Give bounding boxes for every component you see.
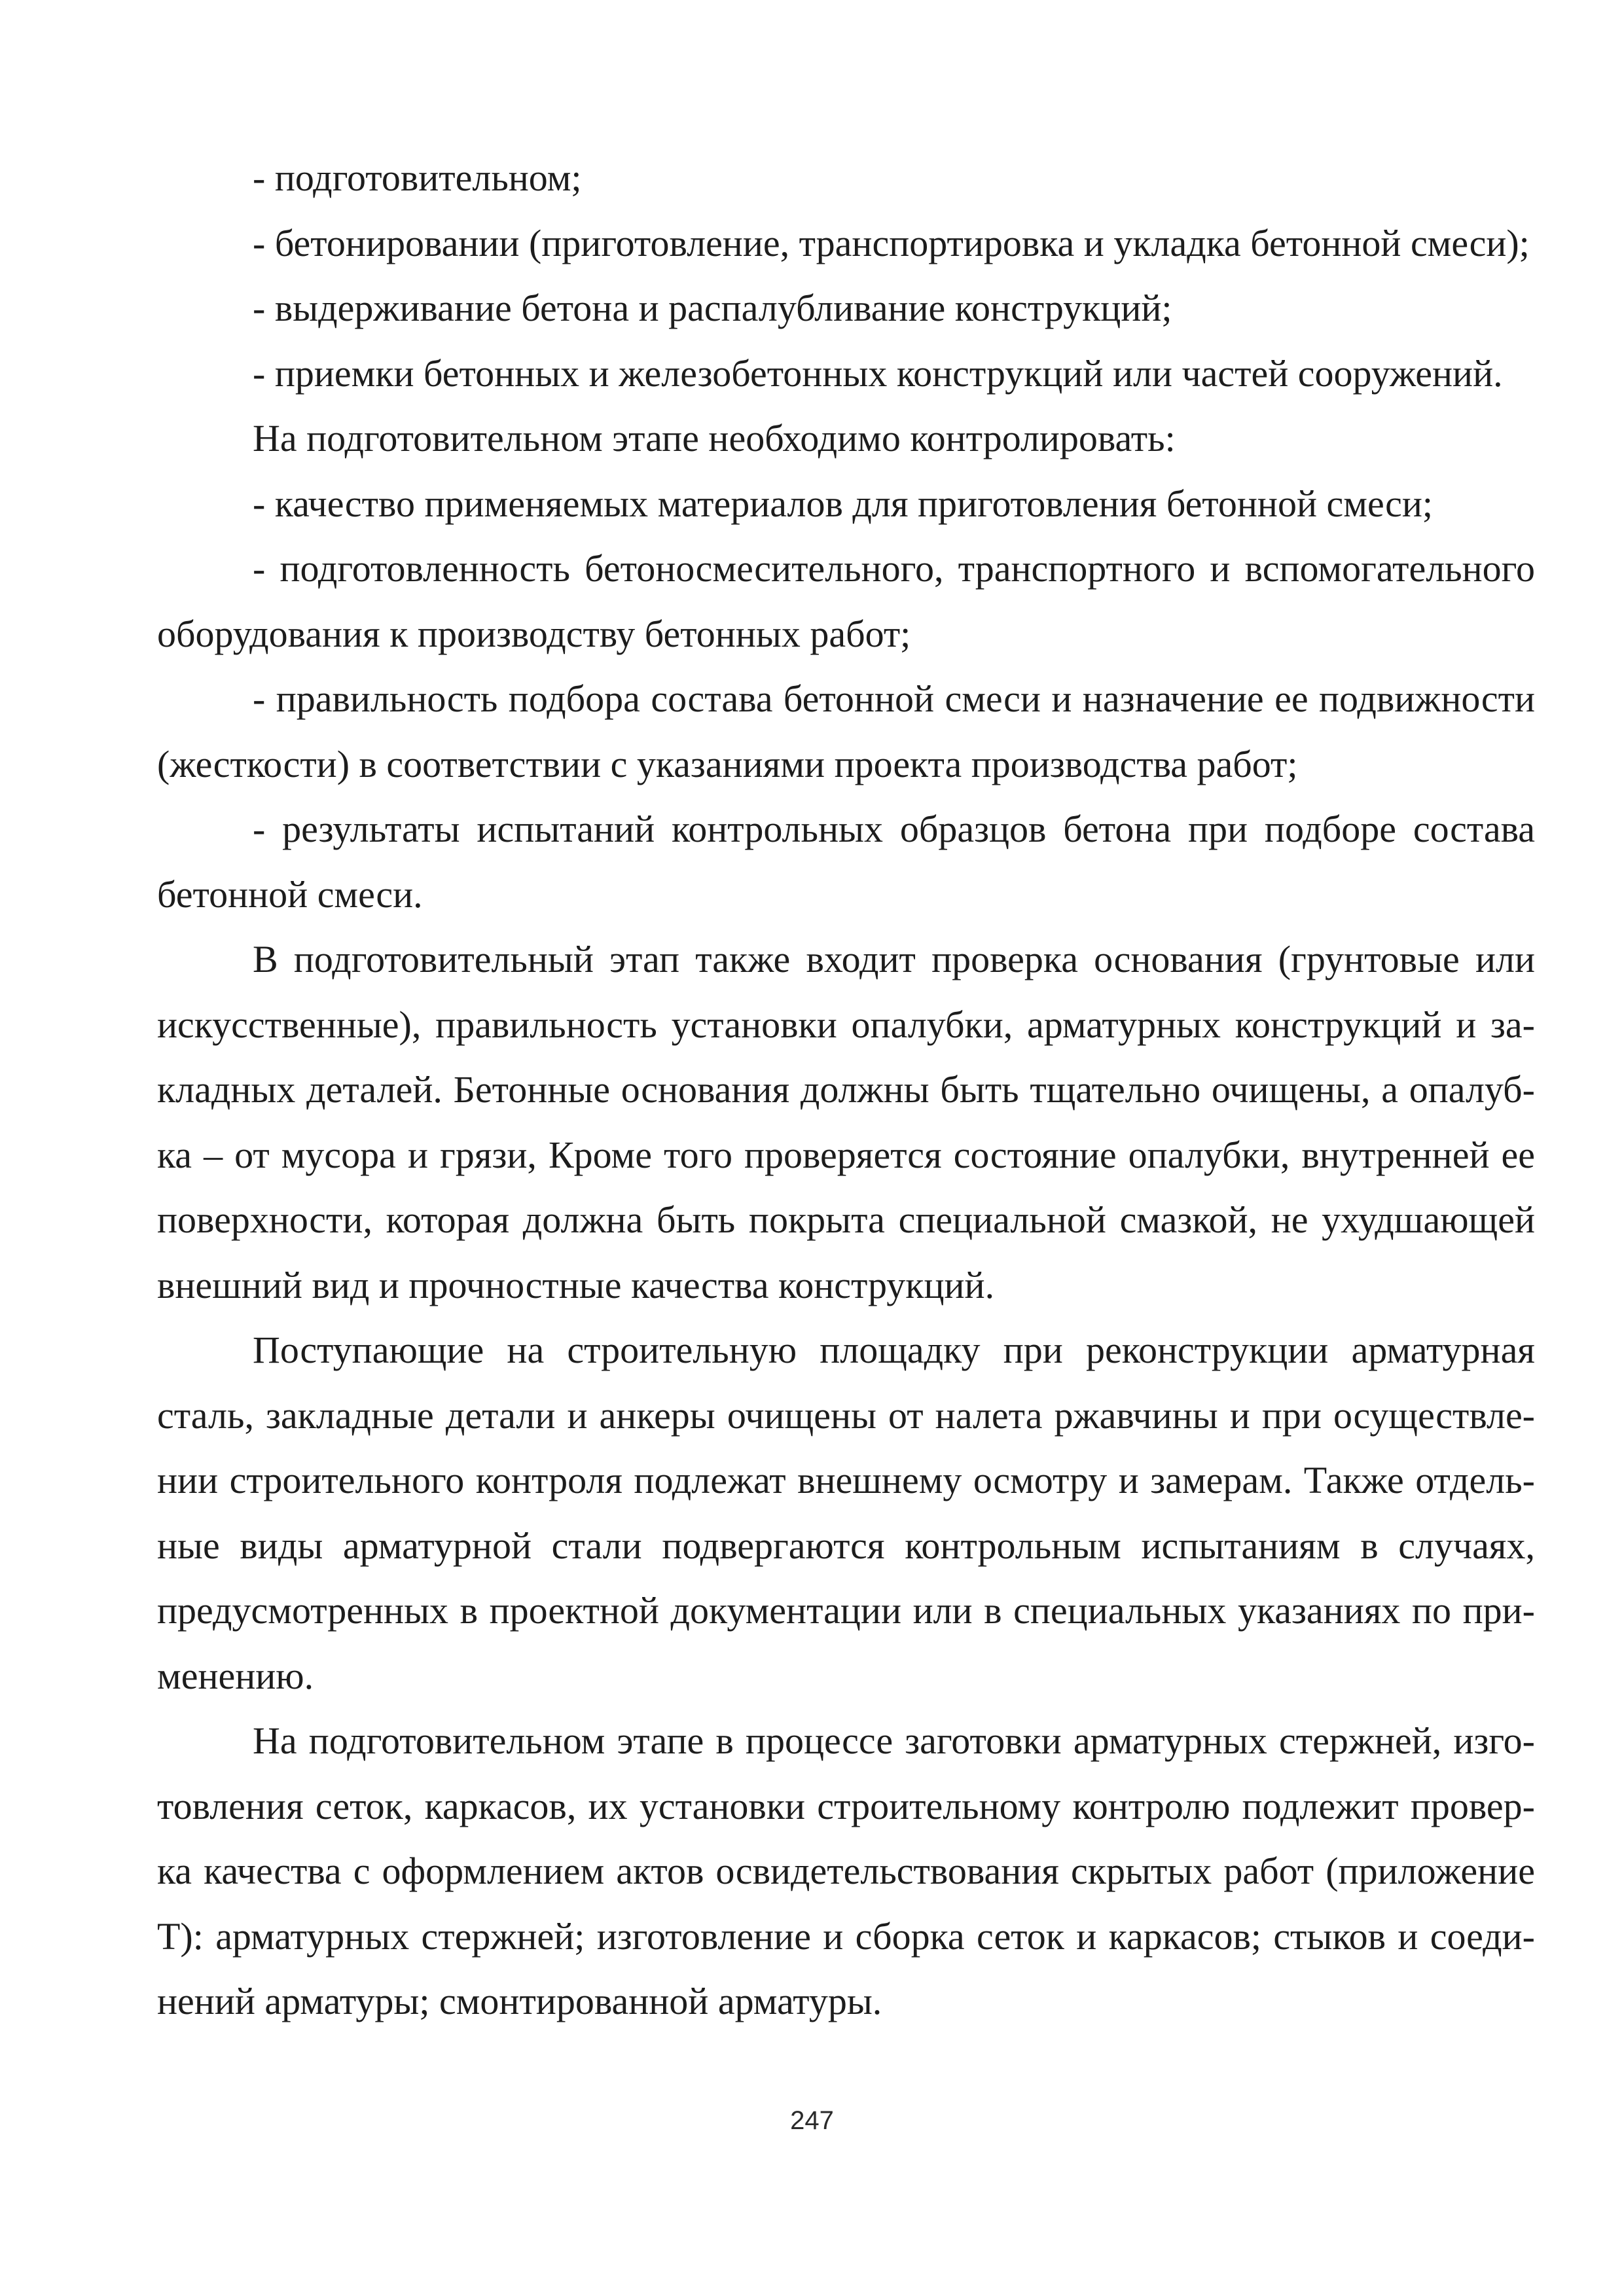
page-number: 247	[790, 2106, 834, 2135]
text-line: нии строительного контроля подлежат внешнему осмотру и замерам. Также отдель-	[157, 1459, 1535, 1501]
text-line: - выдерживание бетона и распалубливание конструкций;	[253, 287, 1172, 329]
text-line: искусственные), правильность установки опалубки, арматурных конструкций и за-	[157, 1003, 1535, 1046]
text-line: ка качества с оформлением актов освидетельствования скрытых работ (приложение	[157, 1850, 1535, 1892]
text-line: В подготовительный этап также входит проверка основания (грунтовые или	[253, 938, 1535, 980]
text-line: сталь, закладные детали и анкеры очищены от налета ржавчины и при осуществле-	[157, 1393, 1535, 1437]
text-line: Т): арматурных стержней; изготовление и сборка сеток и каркасов; стыков и соеди-	[157, 1914, 1535, 1958]
text-line: ные виды арматурной стали подвергаются контрольным испытаниям в случаях,	[157, 1524, 1535, 1567]
text-line: оборудования к производству бетонных работ;	[157, 612, 911, 655]
text-line: - подготовительном;	[253, 156, 582, 199]
text-line: менению.	[157, 1654, 314, 1697]
text-line: Поступающие на строительную площадку при реконструкции арматурная	[253, 1329, 1535, 1371]
text-line: На подготовительном этапе в процессе заготовки арматурных стержней, изго-	[253, 1719, 1535, 1762]
body-text	[157, 145, 1535, 2034]
text-line: внешний вид и прочностные качества конструкций.	[157, 1263, 995, 1306]
text-line: поверхности, которая должна быть покрыта специальной смазкой, не ухудшающей	[157, 1198, 1535, 1241]
text-line: товления сеток, каркасов, их установки строительному контролю подлежит провер-	[157, 1784, 1535, 1827]
text-line: предусмотренных в проектной документации или в специальных указаниях по при-	[157, 1589, 1535, 1632]
text-line: - бетонировании (приготовление, транспортировка и укладка бетонной смеси);	[253, 221, 1530, 264]
text-line: - результаты испытаний контрольных образцов бетона при подборе состава	[253, 808, 1535, 850]
text-line: На подготовительном этапе необходимо контролировать:	[253, 417, 1176, 459]
text-line: - приемки бетонных и железобетонных конструкций или частей сооружений.	[253, 351, 1503, 395]
text-line: ка – от мусора и грязи, Кроме того проверяется состояние опалубки, внутренней ее	[157, 1133, 1535, 1176]
text-line: нений арматуры; смонтированной арматуры.	[157, 1980, 882, 2022]
text-line: (жесткости) в соответствии с указаниями проекта производства работ;	[157, 742, 1298, 785]
text-line: - качество применяемых материалов для приготовления бетонной смеси;	[253, 482, 1434, 525]
text-line: - правильность подбора состава бетонной смеси и назначение ее подвижности	[253, 677, 1535, 720]
text-line: бетонной смеси.	[157, 872, 423, 916]
text-line: - подготовленность бетоносмесительного, транспортного и вспомогательного	[253, 547, 1535, 590]
text-line: кладных деталей. Бетонные основания должны быть тщательно очищены, а опалуб-	[157, 1068, 1535, 1111]
